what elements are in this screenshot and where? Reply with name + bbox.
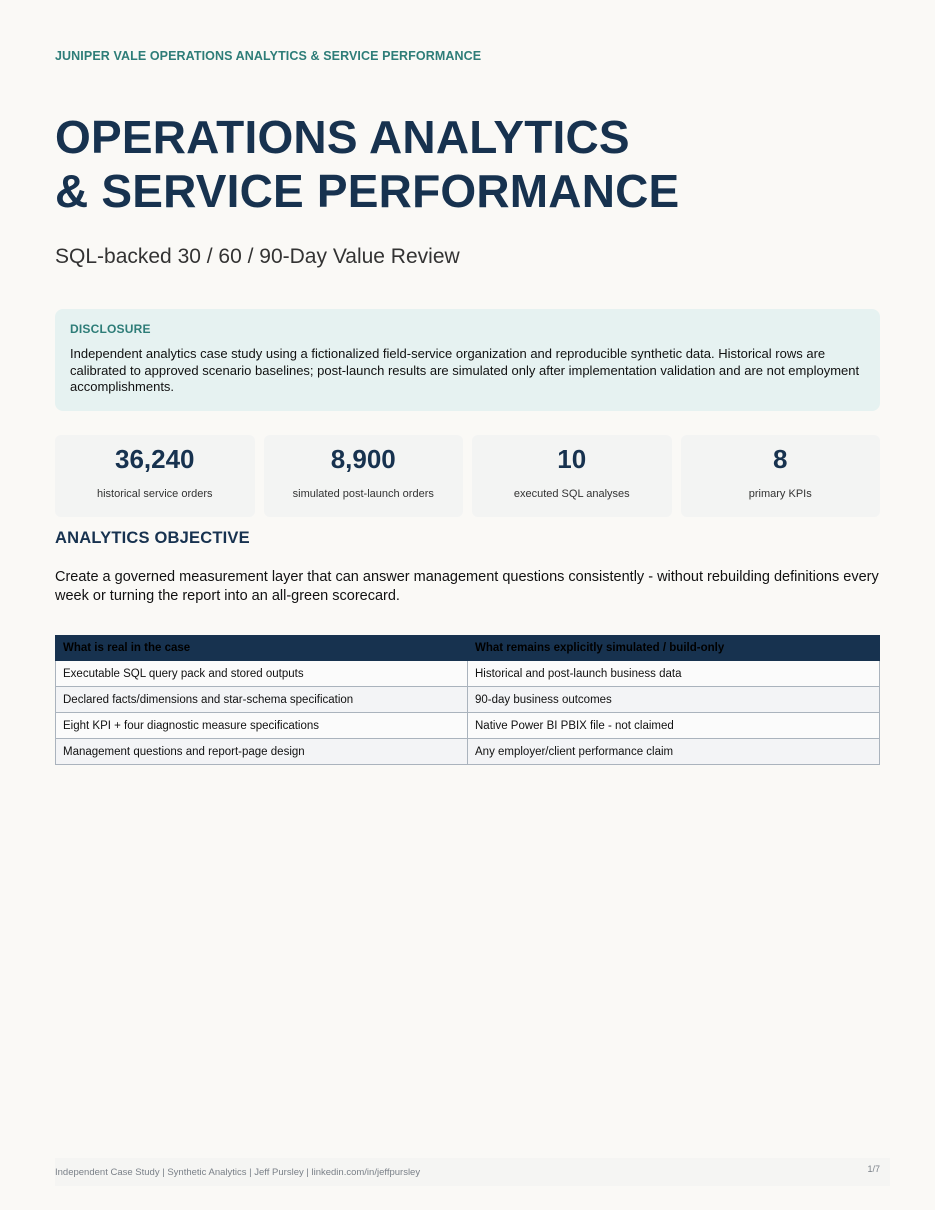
page-number: 1/7 xyxy=(867,1164,880,1174)
objective-heading: ANALYTICS OBJECTIVE xyxy=(55,529,250,547)
stat-label: primary KPIs xyxy=(748,488,812,500)
stat-label: historical service orders xyxy=(96,488,213,500)
table-cell: Historical and post-launch business data xyxy=(468,661,880,687)
stats-row xyxy=(55,435,880,517)
footer-text: Independent Case Study | Synthetic Analytics | Jeff Pursley | linkedin.com/in/jeffpursley xyxy=(55,1167,421,1178)
disclosure-label: DISCLOSURE xyxy=(70,322,151,336)
table-cell: Declared facts/dimensions and star-schema specification xyxy=(56,687,468,713)
stat-card-primary-kpis xyxy=(681,435,881,517)
objective-text: Create a governed measurement layer that can answer management questions consistently - without rebuilding definitions every week or turning the report into an all-green scorecard. xyxy=(55,569,879,604)
table-cell: Eight KPI + four diagnostic measure specifications xyxy=(56,713,468,739)
stat-card-historical-orders xyxy=(55,435,255,517)
stat-card-sql-analyses xyxy=(472,435,672,517)
title-line-1: OPERATIONS ANALYTICS xyxy=(55,111,630,163)
table-cell: Any employer/client performance claim xyxy=(468,739,880,765)
real-vs-simulated-table xyxy=(55,635,880,765)
table-row xyxy=(56,661,880,687)
stat-value: 8 xyxy=(773,444,788,474)
table-row xyxy=(56,687,880,713)
page-title xyxy=(55,110,679,218)
stat-card-simulated-orders xyxy=(264,435,464,517)
table-header-row xyxy=(56,636,880,661)
stat-value: 8,900 xyxy=(330,444,396,474)
stat-value: 10 xyxy=(557,444,587,474)
stat-value: 36,240 xyxy=(114,444,195,474)
table-row xyxy=(56,739,880,765)
table-header-simulated: What remains explicitly simulated / build-only xyxy=(468,636,880,661)
page-footer xyxy=(55,1158,890,1186)
table-cell: 90-day business outcomes xyxy=(468,687,880,713)
disclosure-box xyxy=(55,309,880,411)
stat-label: executed SQL analyses xyxy=(513,488,630,500)
table-cell: Executable SQL query pack and stored outputs xyxy=(56,661,468,687)
table-row xyxy=(56,713,880,739)
stat-label: simulated post-launch orders xyxy=(292,488,434,500)
table-header-real: What is real in the case xyxy=(56,636,468,661)
page-subtitle: SQL-backed 30 / 60 / 90-Day Value Review xyxy=(55,245,460,268)
disclosure-text: Independent analytics case study using a fictionalized field-service organization and reproducible synthetic data. Historical rows are calibrated to approved scenario baselines; post-launch results are simulated only after implementation validation and are not employment accomplishments. xyxy=(70,346,860,394)
title-line-2: & SERVICE PERFORMANCE xyxy=(55,165,680,217)
eyebrow-label: JUNIPER VALE OPERATIONS ANALYTICS & SERVICE PERFORMANCE xyxy=(55,49,482,63)
table-cell: Native Power BI PBIX file - not claimed xyxy=(468,713,880,739)
table-cell: Management questions and report-page design xyxy=(56,739,468,765)
